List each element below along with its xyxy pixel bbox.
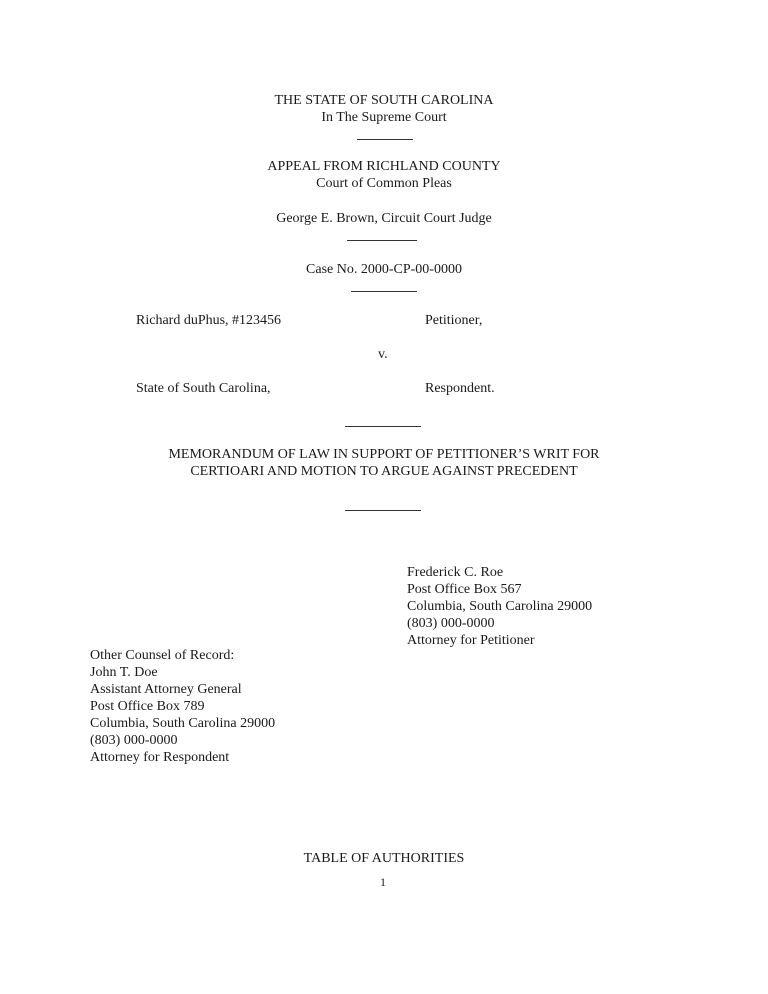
- other-counsel-role: Attorney for Respondent: [90, 750, 230, 765]
- petitioner-counsel-address-1: Post Office Box 567: [407, 582, 522, 597]
- other-counsel-address-2: Columbia, South Carolina 29000: [90, 716, 276, 731]
- other-counsel-heading: Other Counsel of Record:: [90, 648, 235, 663]
- divider-4: [345, 426, 421, 427]
- appeal-heading: APPEAL FROM RICHLAND COUNTY: [267, 159, 501, 174]
- other-counsel-phone: (803) 000-0000: [90, 733, 178, 748]
- other-counsel-address-1: Post Office Box 789: [90, 699, 205, 714]
- divider-5: [345, 510, 421, 511]
- memorandum-title-line-1: MEMORANDUM OF LAW IN SUPPORT OF PETITIONER’S WRIT FOR: [168, 447, 600, 462]
- divider-1: [357, 139, 413, 140]
- other-counsel-name: John T. Doe: [90, 665, 158, 680]
- petitioner-counsel-phone: (803) 000-0000: [407, 616, 495, 631]
- court-heading: In The Supreme Court: [321, 110, 447, 125]
- petitioner-name: Richard duPhus, #123456: [136, 313, 282, 328]
- other-counsel-title: Assistant Attorney General: [90, 682, 242, 697]
- table-of-authorities-heading: TABLE OF AUTHORITIES: [303, 851, 465, 866]
- respondent-name: State of South Carolina,: [136, 381, 271, 396]
- petitioner-counsel-name: Frederick C. Roe: [407, 565, 504, 580]
- petitioner-counsel-role: Attorney for Petitioner: [407, 633, 535, 648]
- respondent-role: Respondent.: [425, 381, 495, 396]
- divider-3: [351, 291, 417, 292]
- versus: v.: [378, 347, 388, 362]
- petitioner-counsel-address-2: Columbia, South Carolina 29000: [407, 599, 593, 614]
- memorandum-title-line-2: CERTIOARI AND MOTION TO ARGUE AGAINST PRECEDENT: [190, 464, 578, 479]
- petitioner-role: Petitioner,: [425, 313, 483, 328]
- case-number: Case No. 2000-CP-00-0000: [306, 262, 462, 277]
- other-counsel-block: [90, 647, 275, 766]
- lower-court-heading: Court of Common Pleas: [316, 176, 452, 191]
- petitioner-counsel-block: [407, 564, 592, 649]
- judge-line: George E. Brown, Circuit Court Judge: [276, 211, 492, 226]
- divider-2: [347, 240, 417, 241]
- page-number: 1: [380, 875, 386, 889]
- state-heading: THE STATE OF SOUTH CAROLINA: [274, 93, 494, 108]
